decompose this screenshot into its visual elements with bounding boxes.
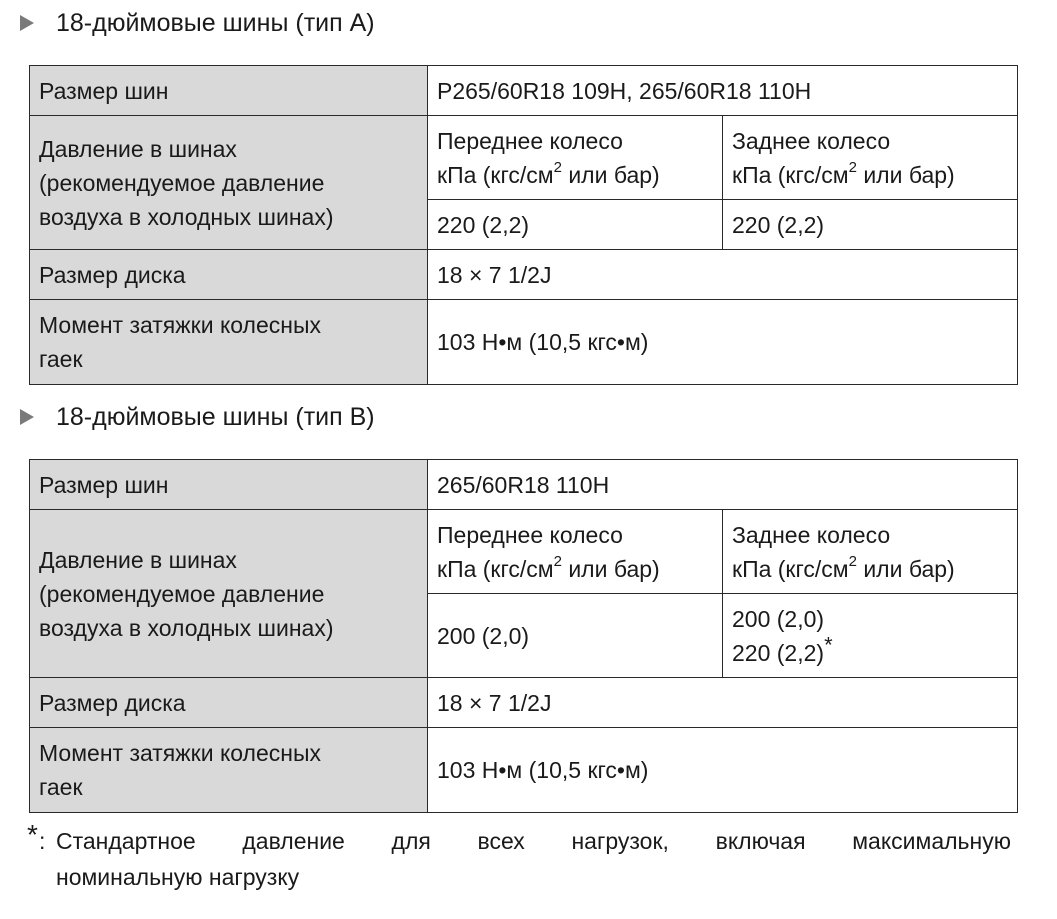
pressure-label-line: (рекомендуемое давление: [39, 169, 325, 196]
asterisk-mark: *: [824, 631, 833, 657]
footnote: [27, 819, 1011, 895]
rear-pressure-line: 200 (2,0): [732, 605, 825, 632]
pressure-label-line: воздуха в холодных шинах): [39, 203, 334, 230]
table-row: [30, 300, 1018, 385]
table-row: [30, 116, 1018, 200]
rear-header-unit: [732, 158, 1017, 192]
rear-wheel-header: [723, 116, 1018, 200]
section-a-title: 18-дюймовые шины (тип A): [56, 9, 375, 37]
superscript: 2: [553, 158, 562, 176]
front-pressure-value: 200 (2,0): [428, 594, 723, 678]
unit-text: кПа (кгс/см: [437, 161, 554, 188]
tire-size-value: P265/60R18 109H, 265/60R18 110H: [428, 66, 1018, 116]
footnote-word: нагрузок,: [571, 828, 669, 854]
tire-size-label: Размер шин: [30, 460, 428, 510]
front-header-unit: [437, 552, 722, 586]
rear-pressure-value: 220 (2,2): [723, 200, 1018, 250]
footnote-word: давление: [242, 828, 345, 854]
rear-pressure-value: [723, 594, 1018, 678]
torque-value: 103 Н•м (10,5 кгс•м): [428, 728, 1018, 813]
superscript: 2: [553, 552, 562, 570]
section-b-table: [29, 459, 1018, 813]
torque-label: [30, 728, 428, 813]
pressure-label-line: Давление в шинах: [39, 135, 237, 162]
torque-label-line: гаек: [39, 774, 83, 800]
footnote-word: максимальную: [852, 828, 1011, 854]
tire-size-value: 265/60R18 110H: [428, 460, 1018, 510]
pressure-label: [30, 510, 428, 678]
rear-pressure-text: 220 (2,2): [732, 639, 825, 666]
rim-size-label: Размер диска: [30, 250, 428, 300]
section-a-heading: [20, 8, 375, 38]
pressure-label-line: воздуха в холодных шинах): [39, 614, 334, 641]
rear-pressure-line: [732, 631, 1017, 670]
front-wheel-header: [428, 116, 723, 200]
torque-label-line: Момент затяжки колесных: [39, 740, 321, 766]
triangle-bullet-icon: [20, 15, 34, 31]
torque-label-line: гаек: [39, 346, 83, 372]
table-row: [30, 66, 1018, 116]
unit-text: кПа (кгс/см: [732, 161, 849, 188]
rim-size-value: 18 × 7 1/2J: [428, 678, 1018, 728]
front-header-unit: [437, 158, 722, 192]
rim-size-label: Размер диска: [30, 678, 428, 728]
front-header-line: Переднее колесо: [437, 521, 623, 548]
unit-text: или бар): [561, 555, 660, 582]
rear-header-line: Заднее колесо: [732, 521, 891, 548]
rear-wheel-header: [723, 510, 1018, 594]
torque-label-line: Момент затяжки колесных: [39, 312, 321, 338]
table-row: [30, 678, 1018, 728]
rim-size-value: 18 × 7 1/2J: [428, 250, 1018, 300]
front-wheel-header: [428, 510, 723, 594]
footnote-asterisk: *: [27, 819, 38, 850]
section-b-title: 18-дюймовые шины (тип B): [56, 403, 375, 431]
footnote-word: для: [391, 828, 431, 854]
footnote-word: Стандартное: [56, 828, 196, 854]
footnote-text: [56, 823, 1011, 895]
unit-text: кПа (кгс/см: [732, 555, 849, 582]
unit-text: или бар): [856, 555, 955, 582]
rear-header-line: Заднее колесо: [732, 127, 891, 154]
table-row: [30, 250, 1018, 300]
tire-size-label: Размер шин: [30, 66, 428, 116]
footnote-word: включая: [715, 828, 806, 854]
table-row: [30, 460, 1018, 510]
pressure-label: [30, 116, 428, 250]
triangle-bullet-icon: [20, 409, 34, 425]
table-row: [30, 510, 1018, 594]
footnote-line-1: [56, 823, 1011, 859]
superscript: 2: [848, 158, 857, 176]
footnote-word: всех: [477, 828, 525, 854]
footnote-line-2: номинальную нагрузку: [56, 864, 300, 890]
table-row: [30, 728, 1018, 813]
pressure-label-line: Давление в шинах: [39, 546, 237, 573]
section-a-table: [29, 65, 1018, 385]
rear-header-unit: [732, 552, 1017, 586]
section-b-heading: [20, 402, 375, 432]
front-pressure-value: 220 (2,2): [428, 200, 723, 250]
front-header-line: Переднее колесо: [437, 127, 623, 154]
torque-label: [30, 300, 428, 385]
unit-text: или бар): [856, 161, 955, 188]
unit-text: или бар): [561, 161, 660, 188]
footnote-colon: :: [39, 828, 46, 854]
pressure-label-line: (рекомендуемое давление: [39, 580, 325, 607]
torque-value: 103 Н•м (10,5 кгс•м): [428, 300, 1018, 385]
superscript: 2: [848, 552, 857, 570]
unit-text: кПа (кгс/см: [437, 555, 554, 582]
